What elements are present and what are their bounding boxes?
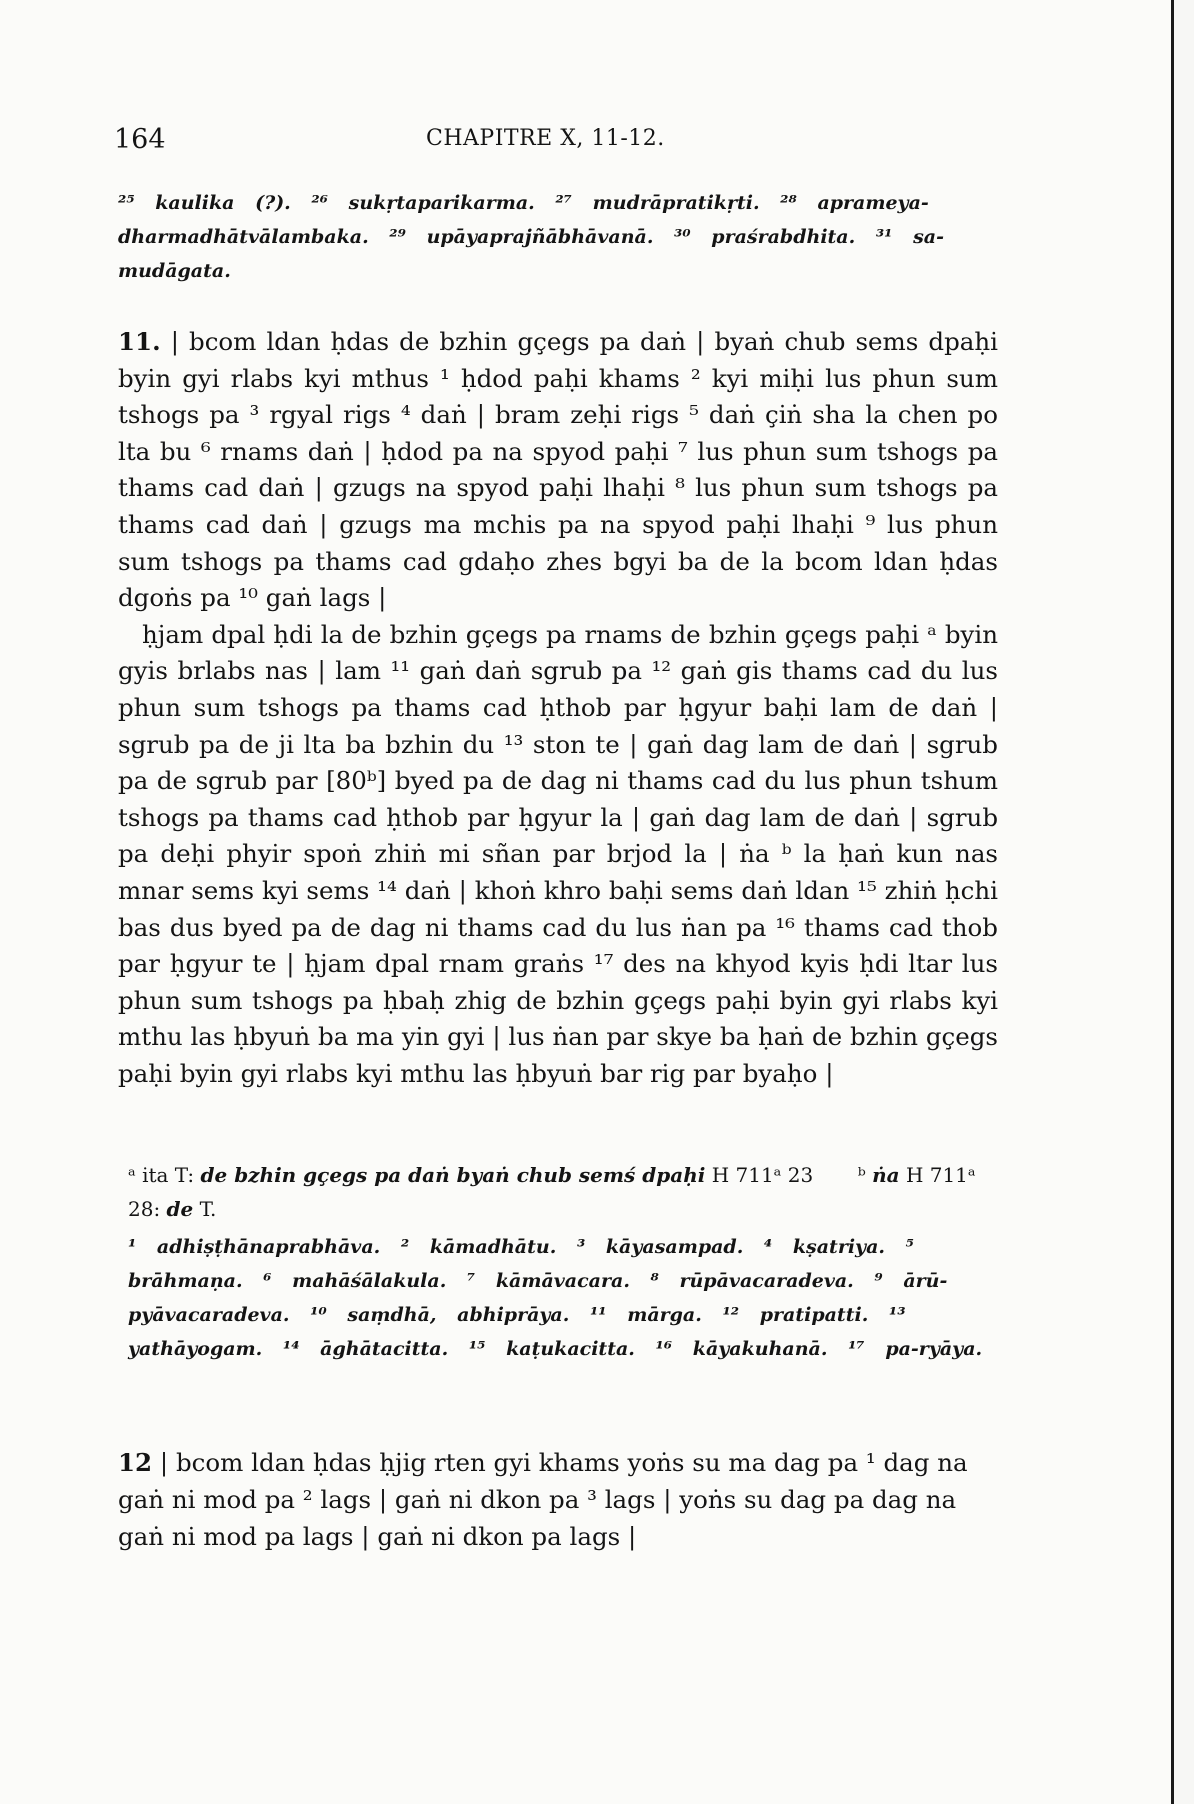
section-number: 12 — [118, 1448, 153, 1477]
note-a-prefix: ᵃ ita T: — [128, 1163, 195, 1187]
section-11-paragraph-2: ḥjam dpal ḥdi la de bzhin gçegs pa rnams de bzhin gçegs paḥi ᵃ byin gyis brlabs nas | lam ¹¹ gaṅ daṅ sgrub pa ¹² gaṅ gis thams cad du lus phun sum tshogs pa thams cad ḥthob par ḥgyur baḥi lam de daṅ | sgrub pa de ji lta ba bzhin du ¹³ ston te | gaṅ dag lam de daṅ | sgrub pa de sgrub par [80ᵇ] byed pa de dag ni thams cad du lus phun tshum tshogs pa thams cad ḥthob par ḥgyur la | gaṅ dag lam de daṅ | sgrub pa deḥi phyir spoṅ zhiṅ mi sñan par brjod la | ṅa ᵇ la ḥaṅ kun nas mnar sems kyi sems ¹⁴ daṅ | khoṅ khro baḥi sems daṅ ldan ¹⁵ zhiṅ ḥchi bas dus byed pa de dag ni thams cad du lus ṅan pa ¹⁶ thams cad thob par ḥgyur te | ḥjam dpal rnam graṅs ¹⁷ des na khyod kyis ḥdi ltar lus phun sum tshogs pa ḥbaḥ zhig de bzhin gçegs paḥi byin gyi rlabs kyi mthu las ḥbyuṅ ba ma yin gyi | lus ṅan par skye ba ḥaṅ de bzhin gçegs paḥi byin gyi rlabs kyi mthu las ḥbyuṅ bar rig par byaḥo | — [118, 619, 998, 1088]
note-a-ref: H 711ᵃ 23 — [711, 1163, 814, 1187]
paragraph-text: | bcom ldan ḥdas de bzhin gçegs pa daṅ | byaṅ chub sems dpaḥi byin gyi rlabs kyi mthus ¹ ḥdod paḥi khams ² kyi miḥi lus phun sum tshogs pa ³ rgyal rigs ⁴ daṅ | bram zeḥi rigs ⁵ daṅ çiṅ sha la chen po lta bu ⁶ rnams daṅ | ḥdod pa na spyod paḥi ⁷ lus phun sum tshogs pa thams cad daṅ | gzugs na spyod paḥi lhaḥi ⁸ lus phun sum tshogs pa thams cad daṅ | gzugs ma mchis pa na spyod paḥi lhaḥi ⁹ lus phun sum tshogs pa thams cad gdaḥo zhes bgyi ba de la bcom ldan ḥdas dgoṅs pa ¹⁰ gaṅ lags | — [118, 327, 998, 613]
note-b-end: T. — [199, 1197, 217, 1221]
critical-apparatus — [128, 1158, 998, 1226]
section-number: 11. — [118, 327, 161, 356]
footnotes-previous-section: ²⁵ kaulika (?). ²⁶ sukṛtaparikarma. ²⁷ mudrāpratikṛti. ²⁸ aprameya-dharmadhātvālambaka. ²⁹ upāyaprajñābhāvanā. ³⁰ praśrabdhita. ³¹ sa-mudāgata. — [118, 192, 945, 282]
section-11-paragraph-1 — [118, 324, 998, 617]
paragraph-text: | bcom ldan ḥdas ḥjig rten gyi khams yoṅs su ma dag pa ¹ dag na gaṅ ni mod pa ² lags | gaṅ ni dkon pa ³ lags | yoṅs su dag pa dag na gaṅ ni mod pa lags | gaṅ ni dkon pa lags | — [118, 1448, 968, 1551]
note-a — [128, 1163, 813, 1187]
section-12 — [118, 1444, 998, 1555]
footnotes-section-11: ¹ adhiṣṭhānaprabhāva. ² kāmadhātu. ³ kāyasampad. ⁴ kṣatriya. ⁵ brāhmaṇa. ⁶ mahāśālakula. ⁷ kāmāvacara. ⁸ rūpāvacaradeva. ⁹ ārū-pyāvacaradeva. ¹⁰ saṃdhā, abhiprāya. ¹¹ mārga. ¹² pratipatti. ¹³ yathāyogam. ¹⁴ āghātacitta. ¹⁵ kaṭukacitta. ¹⁶ kāyakuhanā. ¹⁷ pa-ryāya. — [128, 1236, 983, 1360]
running-head: CHAPITRE X, 11-12. — [426, 126, 665, 151]
page-number: 164 — [114, 124, 166, 155]
note-b-ref: H 711ᵃ 28: — [128, 1163, 976, 1221]
note-b-reading: ṅa — [872, 1163, 900, 1187]
note-a-reading: de bzhin gçegs pa daṅ byaṅ chub semś dpaḥi — [200, 1163, 706, 1187]
note-b-reading-2: de — [166, 1197, 194, 1221]
note-b-prefix: ᵇ — [857, 1163, 866, 1187]
section-11 — [118, 324, 998, 1092]
page-edge-shadow — [1171, 0, 1194, 1804]
